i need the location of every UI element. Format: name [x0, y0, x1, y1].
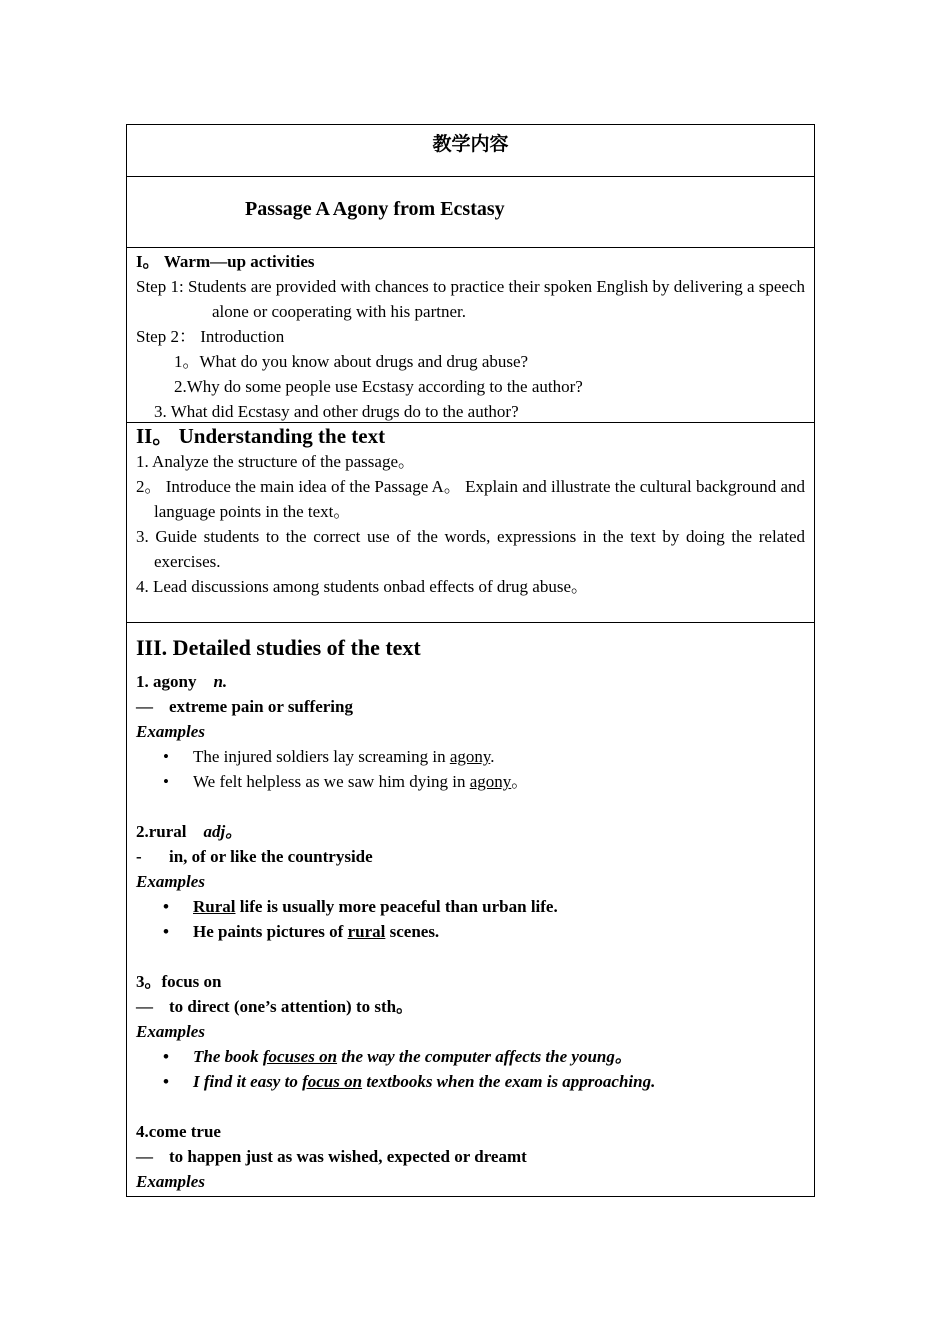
- examples-label: Examples: [136, 1172, 205, 1191]
- bullet-icon: •: [163, 772, 169, 791]
- example-item: [136, 769, 805, 794]
- understanding-section: [127, 423, 814, 623]
- warmup-step2-label: Step 2：: [136, 327, 196, 346]
- entry-rural: [136, 819, 805, 944]
- definition-dash: —: [136, 697, 153, 716]
- lesson-table: [126, 124, 815, 1197]
- bullet-icon: •: [163, 897, 169, 916]
- example-item: [136, 744, 805, 769]
- example-text: The book: [193, 1047, 263, 1066]
- understanding-item-3: 3. Guide students to the correct use of the words, expressions in the text by doing the related exercises.: [136, 527, 805, 571]
- example-keyword: focus on: [302, 1072, 363, 1091]
- warmup-heading: I。 Warm—up activities: [136, 252, 315, 271]
- definition-dash: —: [136, 997, 153, 1016]
- definition-text: in, of or like the countryside: [169, 847, 373, 866]
- entry-pos: adj。: [203, 822, 243, 841]
- example-text: We felt helpless as we saw him dying in: [193, 772, 470, 791]
- example-item: [136, 1044, 805, 1069]
- detailed-section: [127, 623, 814, 1196]
- examples-label: Examples: [136, 722, 205, 741]
- entry-word: 1. agony: [136, 672, 197, 691]
- example-keyword: focuses on: [262, 1047, 338, 1066]
- example-keyword: agony: [449, 747, 491, 766]
- entry-headword: [136, 1119, 805, 1144]
- example-item: [136, 1069, 805, 1094]
- passage-title-cell: [127, 177, 814, 248]
- entry-headword: [136, 669, 805, 694]
- definition-text: to happen just as was wished, expected or dreamt: [169, 1147, 527, 1166]
- entry-come-true: [136, 1119, 805, 1194]
- passage-title: Passage A Agony from Ecstasy: [245, 198, 505, 220]
- bullet-icon: •: [163, 922, 169, 941]
- warmup-question-1: 1。What do you know about drugs and drug abuse?: [174, 352, 529, 371]
- entry-headword: [136, 969, 805, 994]
- entry-focus-on: [136, 969, 805, 1094]
- definition-text: extreme pain or suffering: [169, 697, 353, 716]
- example-text: I find it easy to: [193, 1072, 303, 1091]
- example-text: scenes.: [385, 922, 440, 941]
- warmup-step2: [136, 324, 805, 349]
- table-header-title: 教学内容: [432, 133, 509, 155]
- examples-label: Examples: [136, 1022, 205, 1041]
- entry-word: 4.come true: [136, 1122, 221, 1141]
- understanding-item-2: 2。 Introduce the main idea of the Passage A。 Explain and illustrate the cultural background and language points in the text。: [136, 477, 805, 521]
- definition-dash: —: [136, 1147, 153, 1166]
- entry-agony: [136, 669, 805, 794]
- example-keyword: Rural: [193, 897, 236, 916]
- example-text: .: [490, 747, 495, 766]
- definition-text: to direct (one’s attention) to sth。: [169, 997, 414, 1016]
- example-text: He paints pictures of: [193, 922, 348, 941]
- warmup-question-3: 3. What did Ecstasy and other drugs do to the author?: [154, 402, 519, 421]
- entry-word: 2.rural: [136, 822, 187, 841]
- example-item: [136, 919, 805, 944]
- understanding-item-1: 1. Analyze the structure of the passage。: [136, 452, 415, 471]
- example-text: the way the computer affects the young。: [337, 1047, 632, 1066]
- bullet-icon: •: [163, 747, 169, 766]
- definition-dash: -: [136, 847, 142, 866]
- warmup-section: [127, 248, 814, 423]
- entry-headword: [136, 819, 805, 844]
- example-text: life is usually more peaceful than urban life.: [235, 897, 558, 916]
- example-keyword: agony: [469, 772, 512, 791]
- warmup-step2-title: Introduction: [200, 327, 285, 346]
- detailed-heading: III. Detailed studies of the text: [136, 635, 421, 660]
- warmup-step1: Step 1: Students are provided with chances to practice their spoken English by delivering a speech alone or cooperating with his partner.: [136, 277, 805, 321]
- bullet-icon: •: [163, 1047, 169, 1066]
- example-keyword: rural: [347, 922, 386, 941]
- warmup-question-2: 2.Why do some people use Ecstasy according to the author?: [174, 377, 583, 396]
- examples-label: Examples: [136, 872, 205, 891]
- bullet-icon: •: [163, 1072, 169, 1091]
- example-text: The injured soldiers lay screaming in: [193, 747, 450, 766]
- table-header-cell: [127, 125, 814, 177]
- entry-pos: n.: [213, 672, 228, 691]
- entry-definition: [136, 994, 805, 1019]
- entry-word: 3。focus on: [136, 972, 222, 991]
- example-text: textbooks when the exam is approaching.: [362, 1072, 656, 1091]
- example-item: [136, 894, 805, 919]
- understanding-item-4: 4. Lead discussions among students onbad effects of drug abuse。: [136, 577, 588, 596]
- understanding-heading: II。 Understanding the text: [136, 424, 386, 448]
- example-text: 。: [511, 772, 529, 791]
- entry-definition: [136, 844, 805, 869]
- entry-definition: [136, 694, 805, 719]
- entry-definition: [136, 1144, 805, 1169]
